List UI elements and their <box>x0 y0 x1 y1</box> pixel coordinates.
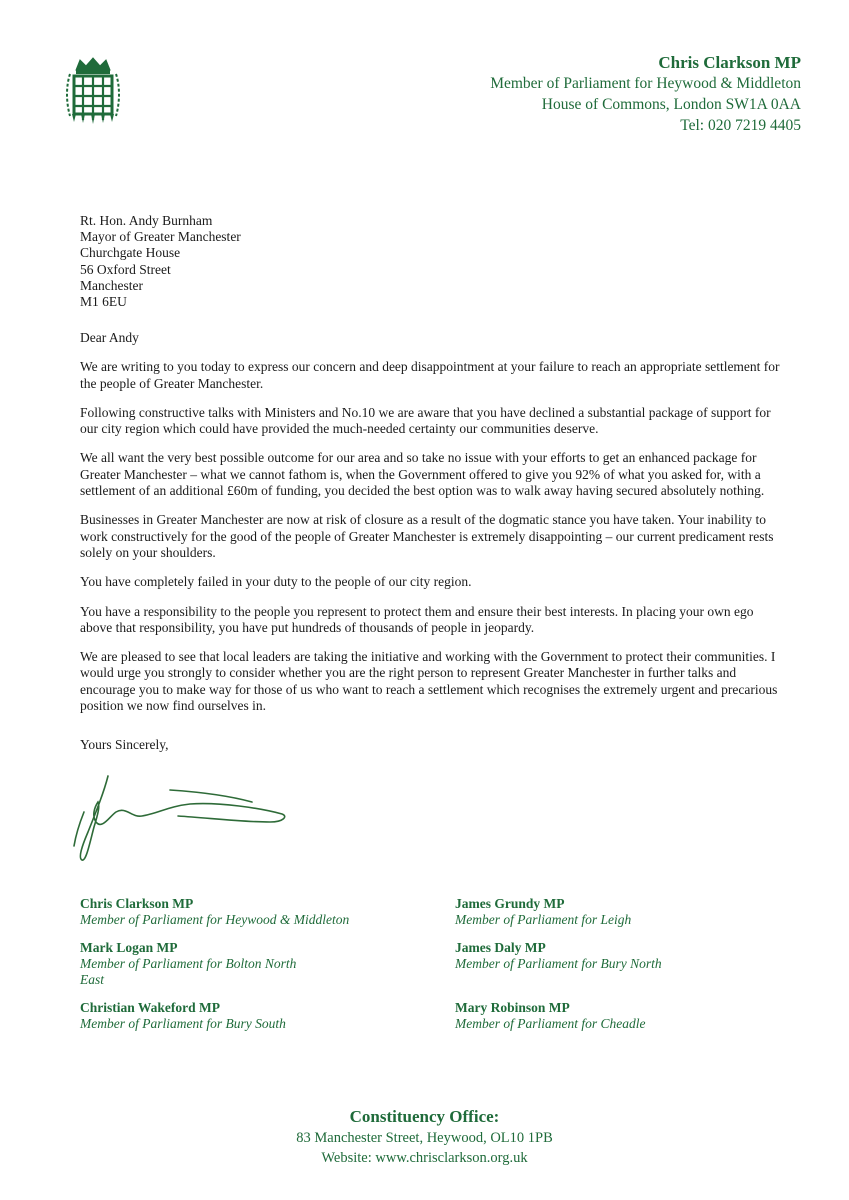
signatory-name: Mark Logan MP <box>80 940 178 955</box>
recipient-address <box>80 213 241 310</box>
signatory-role: Member of Parliament for Bury South <box>80 1016 286 1031</box>
footer-website: Website: www.chrisclarkson.org.uk <box>321 1150 528 1166</box>
address-line: Manchester <box>80 277 143 293</box>
letterhead-address: House of Commons, London SW1A 0AA <box>541 96 801 113</box>
signatory <box>455 896 785 928</box>
signatory <box>80 940 300 988</box>
signatory-name: Christian Wakeford MP <box>80 1000 221 1015</box>
signatory <box>80 896 410 928</box>
paragraph: Following constructive talks with Ministers and No.10 we are aware that you have declined a substantial package of support for our city region which could have provided the much-needed certainty our communities deserve. <box>80 404 771 437</box>
signatory <box>455 1000 785 1032</box>
paragraph: You have completely failed in your duty to the people of our city region. <box>80 574 472 590</box>
signatory <box>80 1000 410 1032</box>
signatory-role: Member of Parliament for Cheadle <box>455 1016 646 1031</box>
signatory-role: Member of Parliament for Bolton North East <box>80 956 297 987</box>
signatory-name: James Daly MP <box>455 940 546 955</box>
address-line: Rt. Hon. Andy Burnham <box>80 213 213 228</box>
signatory <box>455 940 785 972</box>
signatories-left <box>80 896 410 1044</box>
address-line: Churchgate House <box>80 245 181 261</box>
letterhead-name: Chris Clarkson MP <box>658 53 801 72</box>
paragraph: Businesses in Greater Manchester are now at risk of closure as a result of the dogmatic stance you have taken. Your inability to work constructively for the good of the people of Greater Manchester is extremely disappointing – our current predicament rests solely on your shoulders. <box>80 512 774 560</box>
address-line: M1 6EU <box>80 294 127 310</box>
paragraph: We are pleased to see that local leaders are taking the initiative and working with the Government to protect their communities. I would urge you strongly to consider whether you are the right person to represent Greater Manchester in further talks and encourage you to make way for those of us who want to reach a settlement which recognises the extremely urgent and precarious position we now find ourselves in. <box>80 649 778 714</box>
letter-body <box>80 330 780 727</box>
signoff: Yours Sincerely, <box>80 737 169 752</box>
signatories-right <box>455 896 785 1044</box>
paragraph: We all want the very best possible outcome for our area and so take no issue with your efforts to get an enhanced package for Greater Manchester – what we cannot fathom is, when the Government offered to give you 92% of what you asked for, with a settlement of an additional £60m of funding, you decided the best option was to walk away having secured absolutely nothing. <box>80 450 765 499</box>
footer-heading: Constituency Office: <box>349 1107 500 1126</box>
letterhead <box>490 52 801 136</box>
signatory-name: James Grundy MP <box>455 896 565 911</box>
signature-image <box>70 772 290 867</box>
letterhead-role: Member of Parliament for Heywood & Middleton <box>490 75 801 92</box>
address-line: 56 Oxford Street <box>80 261 171 277</box>
letterhead-phone: Tel: 020 7219 4405 <box>680 117 801 134</box>
salutation: Dear Andy <box>80 330 139 345</box>
footer <box>0 1106 849 1168</box>
signatory-role: Member of Parliament for Bury North <box>455 956 662 971</box>
paragraph: We are writing to you today to express our concern and deep disappointment at your failure to reach an appropriate settlement for the people of Greater Manchester. <box>80 359 780 391</box>
portcullis-icon <box>66 56 120 126</box>
signatory-name: Chris Clarkson MP <box>80 896 194 911</box>
signatory-name: Mary Robinson MP <box>455 1000 570 1015</box>
signatory-role: Member of Parliament for Heywood & Middleton <box>80 912 350 927</box>
paragraph: You have a responsibility to the people you represent to protect them and ensure their best interests. In placing your own ego above that responsibility, you have put hundreds of thousands of people in jeopardy. <box>80 603 754 635</box>
footer-address: 83 Manchester Street, Heywood, OL10 1PB <box>296 1130 553 1146</box>
signatory-role: Member of Parliament for Leigh <box>455 912 632 927</box>
address-line: Mayor of Greater Manchester <box>80 229 241 245</box>
